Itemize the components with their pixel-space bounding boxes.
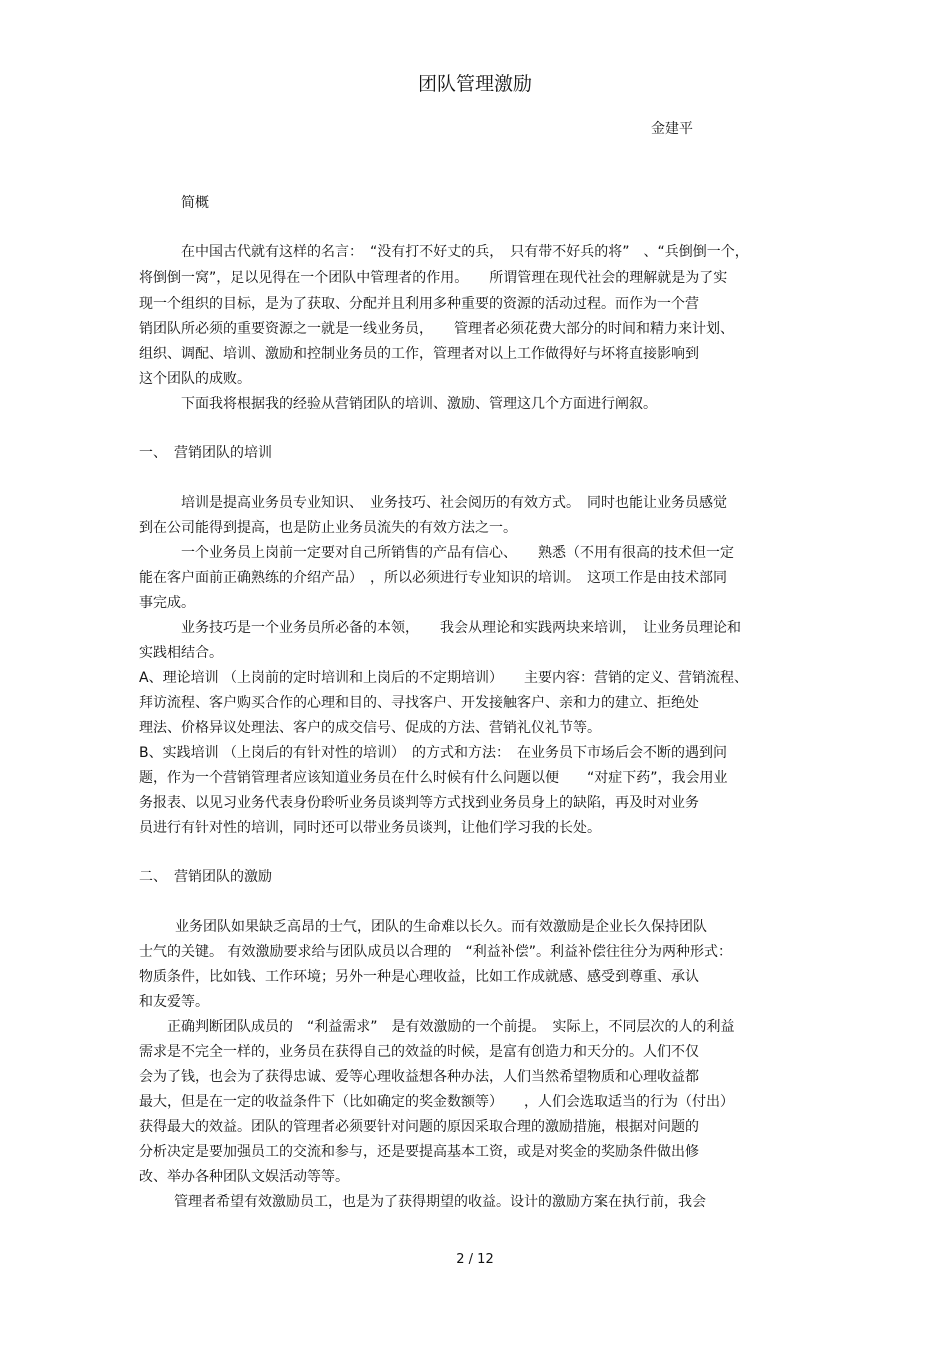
paragraph-line: 拜访流程、客户购买合作的心理和目的、寻找客户、开发接触客户、亲和力的建立、拒绝处 xyxy=(139,695,699,711)
paragraph-line: 培训是提高业务员专业知识、 业务技巧、社会阅历的有效方式。 同时也能让业务员感觉 xyxy=(181,495,727,511)
paragraph-line: 和友爱等。 xyxy=(139,994,209,1010)
paragraph-line: 改、举办各种团队文娱活动等等。 xyxy=(139,1169,349,1185)
paragraph-line: 一个业务员上岗前一定要对自己所销售的产品有信心、 熟悉（不用有很高的技术但一定 xyxy=(181,545,734,561)
paragraph-line: 下面我将根据我的经验从营销团队的培训、激励、管理这几个方面进行阐叙。 xyxy=(181,396,657,412)
paragraph-line: 最大，但是在一定的收益条件下（比如确定的奖金数额等） ，人们会选取适当的行为（付出） xyxy=(139,1094,734,1110)
paragraph-line: 将倒倒一窝”，足以见得在一个团队中管理者的作用。 所谓管理在现代社会的理解就是为了实 xyxy=(139,270,728,286)
paragraph-line: 分析决定是要加强员工的交流和参与，还是要提高基本工资，或是对奖金的奖励条件做出修 xyxy=(139,1144,699,1160)
paragraph-line: B、实践培训 （上岗后的有针对性的培训） 的方式和方法： 在业务员下市场后会不断的遇到问 xyxy=(139,745,728,761)
paragraph-line: 组织、调配、培训、激励和控制业务员的工作，管理者对以上工作做得好与坏将直接影响到 xyxy=(139,346,699,362)
page-number: 2 / 12 xyxy=(456,1252,494,1267)
paragraph-line: 员进行有针对性的培训，同时还可以带业务员谈判，让他们学习我的长处。 xyxy=(139,820,601,836)
paragraph-line: 管理者希望有效激励员工，也是为了获得期望的收益。设计的激励方案在执行前，我会 xyxy=(174,1194,706,1210)
paragraph-line: 销团队所必须的重要资源之一就是一线业务员， 管理者必须花费大部分的时间和精力来计划、 xyxy=(139,321,734,337)
section-heading-1: 一、 营销团队的培训 xyxy=(139,445,272,461)
paragraph-line: 在中国古代就有这样的名言： “没有打不好丈的兵， 只有带不好兵的将” 、“兵倒倒一个， xyxy=(181,244,749,260)
paragraph-line: 物质条件，比如钱、工作环境；另外一种是心理收益，比如工作成就感、感受到尊重、承认 xyxy=(139,969,699,985)
paragraph-line: 事完成。 xyxy=(139,595,195,611)
paragraph-line: 需求是不完全一样的，业务员在获得自己的效益的时候，是富有创造力和天分的。人们不仅 xyxy=(139,1044,699,1060)
paragraph-line: 这个团队的成败。 xyxy=(139,371,251,387)
paragraph-line: 到在公司能得到提高，也是防止业务员流失的有效方法之一。 xyxy=(139,520,517,536)
paragraph-line: 务报表、以见习业务代表身份聆听业务员谈判等方式找到业务员身上的缺陷，再及时对业务 xyxy=(139,795,699,811)
paragraph-line: 获得最大的效益。团队的管理者必须要针对问题的原因采取合理的激励措施，根据对问题的 xyxy=(139,1119,699,1135)
paragraph-line: 实践相结合。 xyxy=(139,645,223,661)
section-heading-summary: 简概 xyxy=(181,195,209,211)
paragraph-line: 现一个组织的目标，是为了获取、分配并且利用多种重要的资源的活动过程。而作为一个营 xyxy=(139,296,699,312)
paragraph-line: 业务技巧是一个业务员所必备的本领， 我会从理论和实践两块来培训， 让业务员理论和 xyxy=(181,620,741,636)
paragraph-line: 业务团队如果缺乏高昂的士气，团队的生命难以长久。而有效激励是企业长久保持团队 xyxy=(175,919,707,935)
paragraph-line: A、理论培训 （上岗前的定时培训和上岗后的不定期培训） 主要内容：营销的定义、营销流程、 xyxy=(139,670,749,686)
paragraph-line: 能在客户面前正确熟练的介绍产品） ，所以必须进行专业知识的培训。 这项工作是由技术部同 xyxy=(139,570,727,586)
document-title: 团队管理激励 xyxy=(417,73,532,95)
section-heading-2: 二、 营销团队的激励 xyxy=(139,869,272,885)
paragraph-line: 理法、价格异议处理法、客户的成交信号、促成的方法、营销礼仪礼节等。 xyxy=(139,720,601,736)
paragraph-line: 正确判断团队成员的 “利益需求” 是有效激励的一个前提。 实际上，不同层次的人的利益 xyxy=(167,1019,735,1035)
author-name: 金建平 xyxy=(651,121,693,137)
paragraph-line: 会为了钱，也会为了获得忠诚、爱等心理收益想各种办法，人们当然希望物质和心理收益都 xyxy=(139,1069,699,1085)
paragraph-line: 士气的关键。 有效激励要求给与团队成员以合理的 “利益补偿”。利益补偿往往分为两种形式： xyxy=(139,944,732,960)
paragraph-line: 题，作为一个营销管理者应该知道业务员在什么时候有什么问题以便 “对症下药”，我会用业 xyxy=(139,770,728,786)
